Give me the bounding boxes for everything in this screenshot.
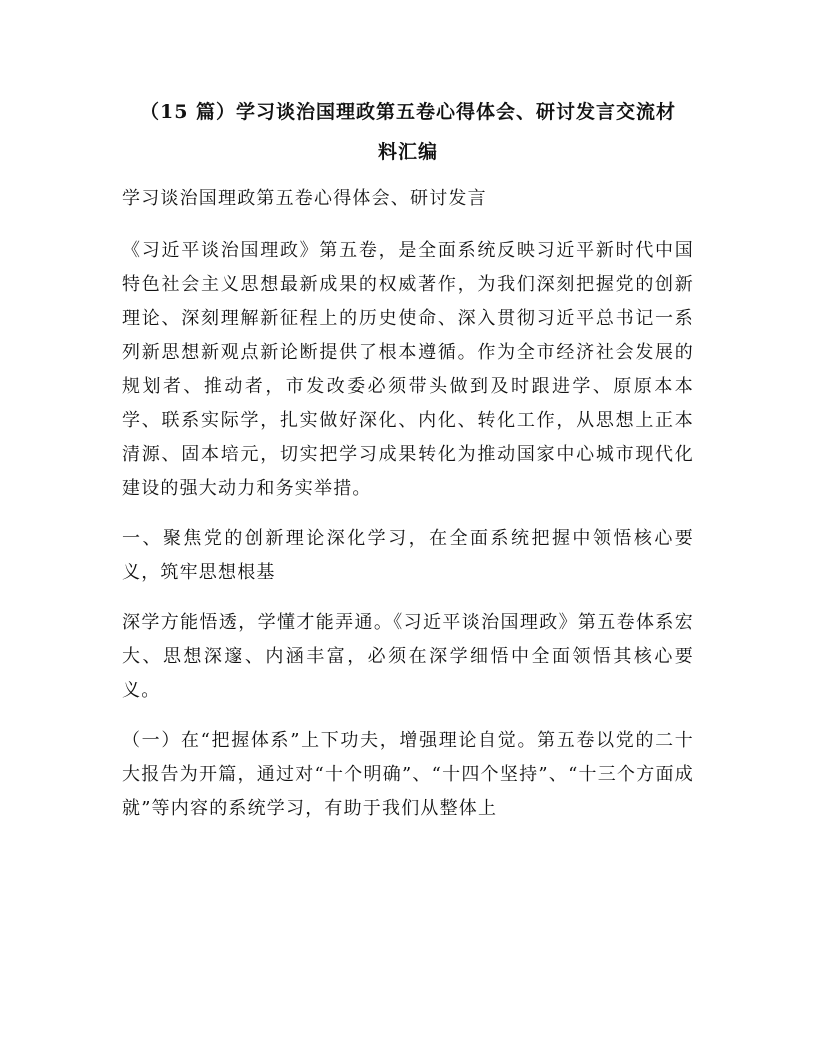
document-body <box>122 92 694 842</box>
section-subtitle: 学习谈治国理政第五卷心得体会、研讨发言 <box>122 188 487 209</box>
title-line-2: 料汇编 <box>377 141 438 163</box>
intro-paragraph: 《习近平谈治国理政》第五卷，是全面系统反映习近平新时代中国特色社会主义思想最新成果的权威著作，为我们深刻把握党的创新理论、深刻理解新征程上的历史使命、深入贯彻习近平总书记一系列新思想新观点新论断提供了根本遵循。作为全市经济社会发展的规划者、推动者，市发改委必须带头做到及时跟进学、原原本本学、联系实际学，扎实做好深化、内化、转化工作，从思想上正本清源、固本培元，切实把学习成果转化为推动国家中心城市现代化建设的强大动力和务实举措。 <box>122 240 694 499</box>
title-line-1: （15 篇）学习谈治国理政第五卷心得体会、研讨发言交流材 <box>139 101 677 123</box>
document-title <box>122 92 694 172</box>
body-paragraph: 深学方能悟透，学懂才能弄通。《习近平谈治国理政》第五卷体系宏大、思想深邃、内涵丰富，必须在深学细悟中全面领悟其核心要义。 <box>122 612 694 701</box>
section-heading-1: 一、聚焦党的创新理论深化学习，在全面系统把握中领悟核心要义，筑牢思想根基 <box>122 528 694 583</box>
subsection-paragraph-1: （一）在“把握体系”上下功夫，增强理论自觉。第五卷以党的二十大报告为开篇，通过对“十个明确”、“十四个坚持”、“十三个方面成就”等内容的系统学习，有助于我们从整体上 <box>122 730 694 819</box>
